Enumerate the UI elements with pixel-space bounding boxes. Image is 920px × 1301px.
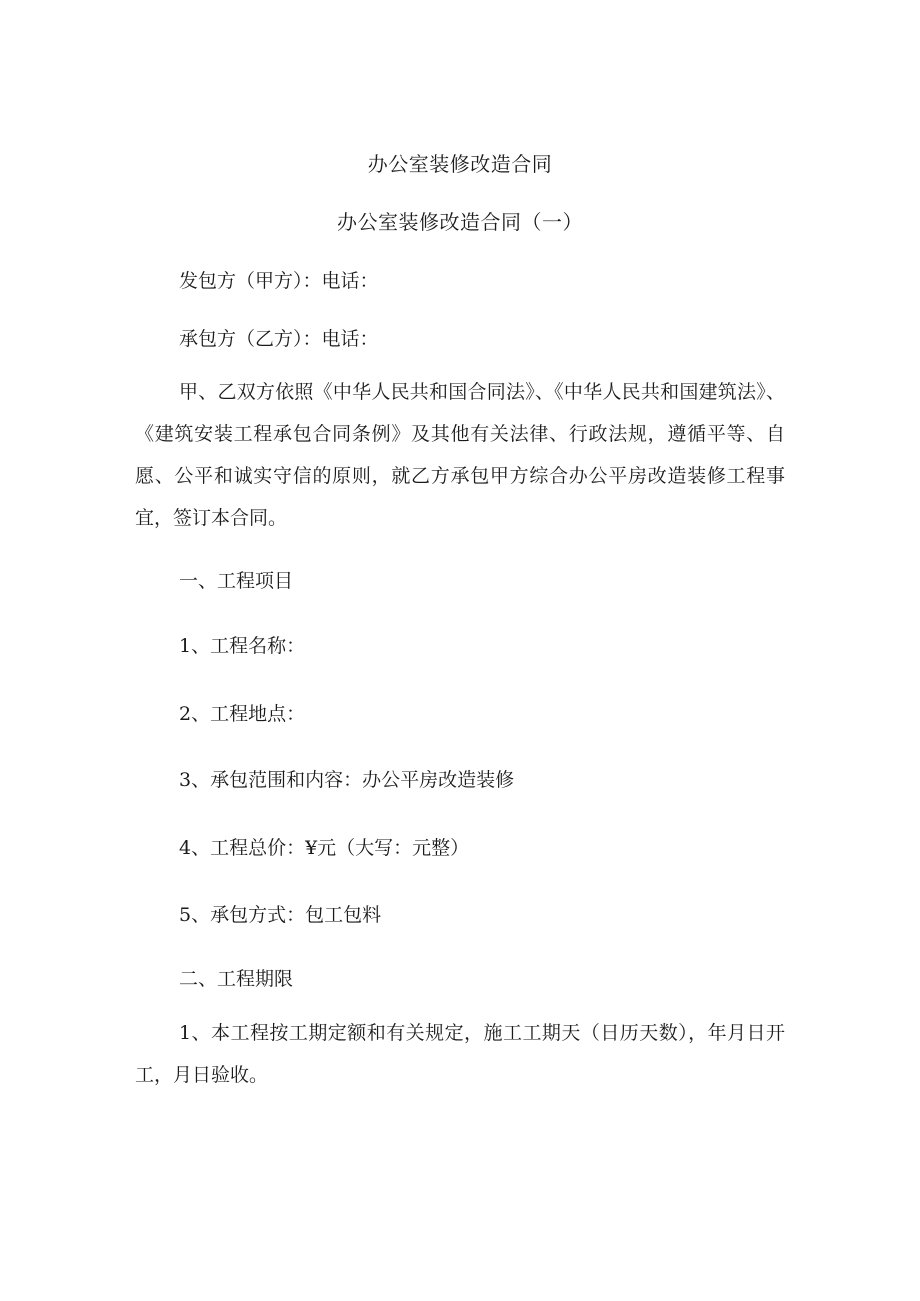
document-title: 办公室装修改造合同 [367, 152, 553, 176]
section-1-item: 2、工程地点： [179, 703, 306, 725]
section-2-heading: 二、工程期限 [179, 968, 294, 990]
section-1-heading: 一、工程项目 [179, 570, 294, 592]
section-1-item: 1、工程名称： [179, 635, 306, 657]
section-1-item: 3、承包范围和内容：办公平房改造装修 [179, 769, 515, 791]
preamble-paragraph: 甲、乙双方依照《中华人民共和国合同法》、《中华人民共和国建筑法》、《建筑安装工程承包合同条例》及其他有关法律、行政法规，遵循平等、自愿、公平和诚实守信的原则，就乙方承包甲方综合办公平房改造装修工程事宜，签订本合同。 [135, 381, 785, 529]
section-2-item: 1、本工程按工期定额和有关规定，施工工期天（日历天数），年月日开工，月日验收。 [135, 1022, 785, 1086]
document-subtitle: 办公室装修改造合同（一） [337, 210, 583, 234]
party-b-line: 承包方（乙方）：电话： [179, 328, 379, 350]
party-a-line: 发包方（甲方）：电话： [179, 270, 379, 292]
section-1-item: 5、承包方式：包工包料 [179, 904, 382, 926]
section-1-item: 4、工程总价：¥元（大写：元整） [179, 837, 470, 859]
